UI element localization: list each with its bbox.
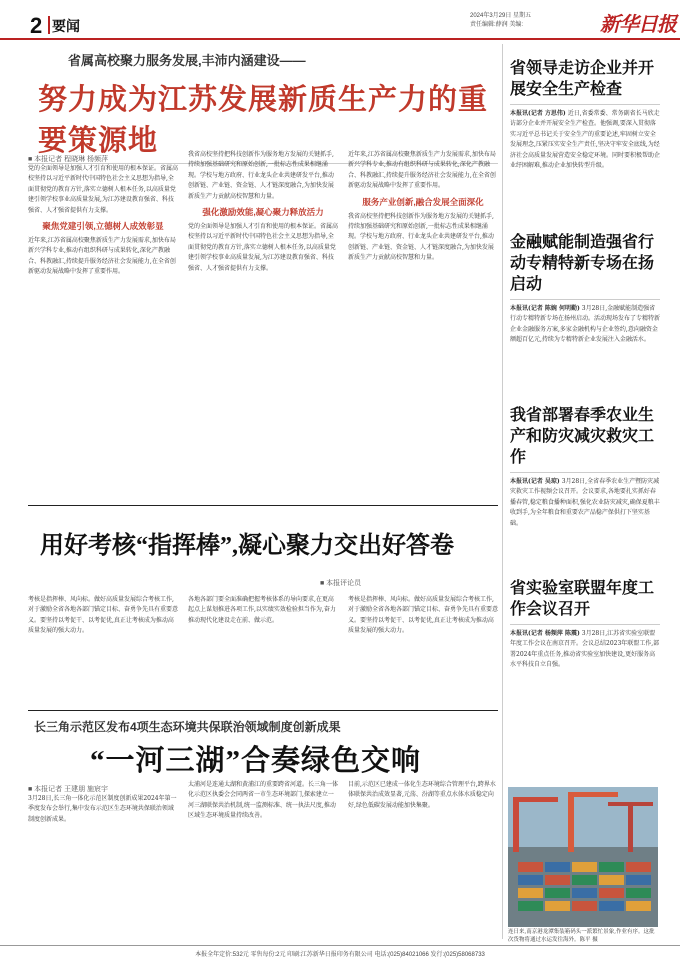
- issue-date: 2024年3月29日 星期五: [470, 13, 532, 19]
- lead-story: [28, 50, 498, 164]
- bottom-body: [28, 780, 498, 935]
- lead-paragraph: 近年来,江苏省属高校聚焦新质生产力发展需求,加快布局新兴学科专业,推动有组织科研与成果转化,深化产教融合、科教融汇,持续提升服务经济社会发展能力,在全省创新驱动发展战略中发挥了重要作用。: [348, 151, 496, 190]
- lead-kicker: 省属高校聚力服务发展,丰沛内涵建设——: [68, 53, 306, 68]
- column-divider: [502, 44, 503, 939]
- right-byline: 本报讯(记者 杨频萍 陈震): [510, 630, 580, 637]
- lead-paragraph: 党的全面领导是加强人才引育和使用的根本保证。省属高校坚持以习近平新时代中国特色社会主义思想为指导,全面贯彻党的教育方针,落实立德树人根本任务,以高质量党建引领学校事业高质量发展,为江苏建设教育强省、科技强省、人才强省提供有力支撑。: [28, 165, 178, 214]
- bottom-byline: ■ 本报记者 王建朋 施宸宇: [28, 786, 109, 793]
- feature-byline: ■ 本报评论员: [320, 580, 362, 587]
- bottom-paragraph: 3月28日,长三角一体化示范区制度创新成果2024年第一季度发布会举行,集中发布示范区生态环境共保联治领域制度创新成果。: [28, 795, 177, 823]
- container-port-image: [508, 787, 658, 927]
- bottom-headline: “一河三湖”合奏绿色交响: [90, 745, 422, 777]
- right-headline: 省领导走访企业并开展安全生产检查: [510, 60, 655, 98]
- right-byline: 本报讯(记者 方思伟): [510, 110, 566, 117]
- section-rule: [28, 710, 498, 711]
- lead-paragraph: 近年来,江苏省属高校聚焦新质生产力发展需求,加快布局新兴学科专业,推动有组织科研与成果转化,深化产教融合、科教融汇,持续提升服务经济社会发展能力,在全省创新驱动发展战略中发挥了重要作用。: [28, 237, 176, 276]
- bottom-paragraph: 目前,示范区已建成一体化生态环境综合管理平台,跨界水体联保共治成效显著,元荡、汾湖等重点水体水质稳定向好,绿色低碳发展动能加快集聚。: [348, 781, 496, 809]
- right-paragraph: 3月28日,全省春季农业生产暨防灾减灾救灾工作视频会议召开。会议要求,各地要扎实抓好春播春管,稳定粮食播种面积,强化农业防灾减灾,确保夏粮丰收到手,为全年粮食和重要农产品稳产保供打下坚实基础。: [510, 478, 660, 527]
- lead-body: [28, 150, 498, 490]
- right-story: [510, 58, 660, 214]
- feature-body: [28, 595, 498, 705]
- right-byline: 本报讯(记者 吴琼): [510, 478, 560, 485]
- lead-subhead: 强化激励效能,凝心聚力释放活力: [202, 207, 324, 218]
- right-story: [510, 405, 660, 572]
- right-paragraph: 3月28日,江苏省实验室联盟年度工作会议在南京召开。会议总结2023年联盟工作,部署2024年重点任务,推动省实验室加快建设,更好服务高水平科技自立自强。: [510, 630, 660, 669]
- right-headline: 我省部署春季农业生产和防灾减灾救灾工作: [510, 407, 655, 466]
- lead-paragraph: 党的全面领导是加强人才引育和使用的根本保证。省属高校坚持以习近平新时代中国特色社会主义思想为指导,全面贯彻党的教育方针,落实立德树人根本任务,以高质量党建引领学校事业高质量发展,为江苏建设教育强省、科技强省、人才强省提供有力支撑。: [188, 223, 338, 272]
- page-meta: [470, 12, 600, 30]
- lead-headline: 努力成为江苏发展新质生产力的重要策源地: [38, 84, 489, 157]
- newspaper-logo: 新华日报: [600, 14, 676, 36]
- right-headline: 金融赋能制造强省行动专精特新专场在扬启动: [510, 234, 655, 293]
- lead-paragraph: 我省高校坚持把科技创新作为服务地方发展的关键抓手,持续加强基础研究和原始创新,一批标志性成果相继涌现。学校与地方政府、行业龙头企业共建研发平台,推动创新链、产业链、资金链、人才链深度融合,为加快发展新质生产力贡献高校智慧和力量。: [348, 212, 494, 262]
- lead-byline: ■ 本报记者 程晓琳 杨频萍: [28, 156, 109, 163]
- right-story: [510, 578, 660, 779]
- lead-subhead: 聚焦党建引领,立德树人成效彰显: [42, 221, 164, 232]
- feature-paragraph: 考核是指挥棒、风向标。做好高质量发展综合考核工作,对于激励全省各地各部门锚定目标、奋勇争先具有重要意义。要坚持以考促干、以考促优,真正让考核成为推动高质量发展的强大动力。: [28, 596, 178, 635]
- page-header: [0, 0, 680, 40]
- section-rule: [28, 505, 498, 506]
- editor-line: 责任编辑:薛润 美编:: [470, 22, 524, 28]
- feature-paragraph: 考核是指挥棒、风向标。做好高质量发展综合考核工作,对于激励全省各地各部门锚定目标、奋勇争先具有重要意义。要坚持以考促干、以考促优,真正让考核成为推动高质量发展的强大动力。: [348, 596, 498, 635]
- section-divider: [48, 16, 50, 34]
- page-footer: 本报全年定价:532元 零售每份:2元 印刷:江苏新华日报印务有限公司 电话:(025)84021066 发行:(025)58068733: [0, 945, 680, 959]
- feature-headline: 用好考核“指挥棒”,凝心聚力交出好答卷: [40, 533, 454, 559]
- feature-paragraph: 各地各部门要全面准确把握考核体系的导向要求,在更高起点上谋划推进各项工作,以实绩实效检验担当作为,奋力推动现代化建设走在前、做示范。: [188, 596, 336, 624]
- right-story: [510, 232, 660, 384]
- right-paragraph: 近日,省委常委、常务副省长马欣走访部分企业并开展安全生产检查。他强调,要深入贯彻落实习近平总书记关于安全生产的重要论述,牢固树立安全发展理念,压紧压实安全生产责任,坚决守牢安全底线,为经济社会高质量发展营造安全稳定环境。同时要积极帮助企业纾困解难,推动企业加快转型升级。: [510, 110, 660, 170]
- right-byline: 本报讯(记者 陈婉 何明勤): [510, 305, 580, 312]
- page-number: 2: [30, 13, 43, 38]
- port-photo: [508, 787, 658, 927]
- lead-subhead: 服务产业创新,融合发展全面深化: [362, 196, 484, 207]
- bottom-paragraph: 太浦河是连通太湖和黄浦江的重要跨省河道。长三角一体化示范区执委会会同两省一市生态环境部门,探索建立一河三湖联保共治机制,统一监测标准、统一执法尺度,推动区域生态环境质量持续改善。: [188, 781, 338, 820]
- photo-caption: 连日来,南京港龙潭集装箱码头一派繁忙景象,作业有序。这批次货物将通过水运发往海外。陈平 摄: [508, 929, 655, 943]
- section-title: 要闻: [52, 20, 80, 35]
- lead-paragraph: 我省高校坚持把科技创新作为服务地方发展的关键抓手,持续加强基础研究和原始创新,一批标志性成果相继涌现。学校与地方政府、行业龙头企业共建研发平台,推动创新链、产业链、资金链、人才链深度融合,为加快发展新质生产力贡献高校智慧和力量。: [188, 151, 334, 200]
- right-headline: 省实验室联盟年度工作会议召开: [510, 580, 655, 618]
- right-paragraph: 3月28日,金融赋能制造强省行动专精特新专场在扬州启动。活动现场发布了专精特新企业金融服务方案,多家金融机构与企业签约,意向融资金额超百亿元,持续为专精特新企业发展注入金融活水。: [510, 305, 660, 344]
- bottom-kicker: 长三角示范区发布4项生态环境共保联治领域制度创新成果: [34, 720, 341, 734]
